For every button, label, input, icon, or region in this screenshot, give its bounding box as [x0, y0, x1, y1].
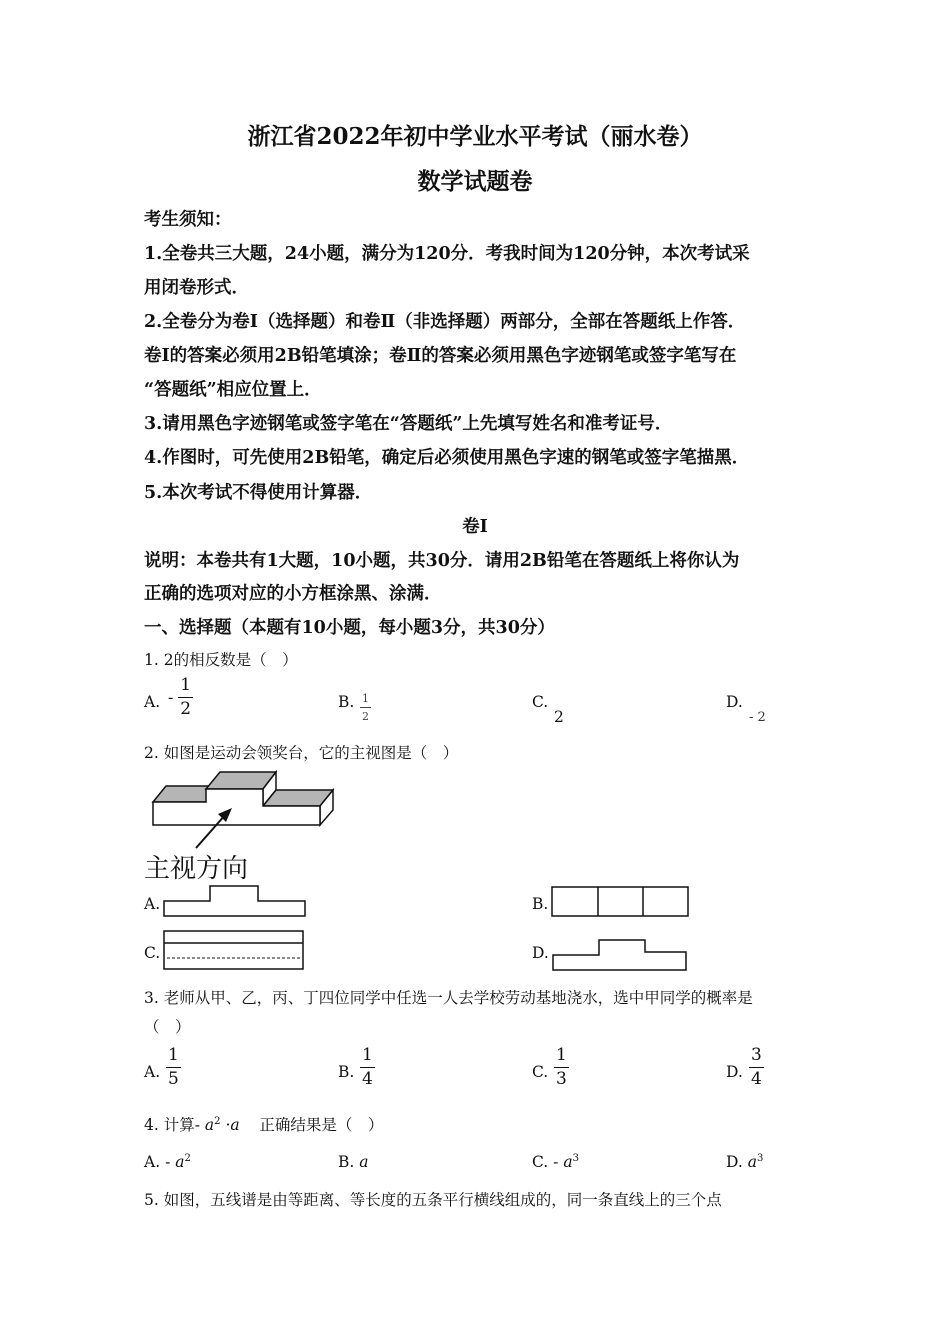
- view-direction-arrow: [190, 808, 240, 852]
- q3-option-a: [166, 1047, 181, 1088]
- q4-option-d-exp: 3: [757, 1153, 764, 1164]
- q1-option-d: - 2: [749, 710, 766, 725]
- q3-option-d-fraction: [749, 1047, 764, 1088]
- q4-option-a-var: a: [175, 1153, 185, 1172]
- q3-stem-line-1: 3. 老师从甲、乙，丙、丁四位同学中任选一人去学校劳动基地浇水，选中甲同学的概率是: [144, 989, 753, 1007]
- q4-stem-prefix: 4. 计算: [144, 1116, 195, 1134]
- q2-option-c-label: C.: [144, 944, 161, 962]
- q4-stem: [144, 1113, 383, 1135]
- q1-option-b-numerator: 1: [360, 693, 371, 708]
- q2-option-d-shape: [553, 940, 686, 970]
- q2-option-d-figure: [551, 937, 691, 973]
- q4-stem-suffix: 正确结果是（ ）: [259, 1116, 384, 1134]
- q4-option-d-label: D.: [726, 1153, 743, 1172]
- notice-line-6: 3.请用黑色字迹钢笔或签字笔在“答题纸”上先填写姓名和准考证号．: [144, 414, 673, 434]
- exam-subtitle: 数学试题卷: [417, 168, 533, 195]
- q4-expr-factor: a: [230, 1116, 240, 1134]
- notice-line-4: 卷Ⅰ的答案必须用2B铅笔填涂；卷Ⅱ的答案必须用黑色字迹钢笔或签字笔写在: [144, 346, 737, 366]
- q1-option-a-label: A.: [144, 693, 161, 711]
- q3-option-a-label: A.: [144, 1063, 161, 1081]
- q3-option-c-denominator: 3: [556, 1069, 567, 1089]
- q4-option-c-exp: 3: [572, 1153, 579, 1164]
- q1-option-a-sign: -: [168, 688, 174, 707]
- q3-option-c-fraction: [554, 1047, 569, 1088]
- q4-option-d-var: a: [747, 1153, 757, 1172]
- q1-option-a: [168, 677, 193, 718]
- q4-option-b-var: a: [359, 1153, 369, 1171]
- q1-option-a-denominator: 2: [180, 699, 192, 719]
- volume-1-desc-1: 说明：本卷共有1大题，10小题，共30分．请用2B铅笔在答题纸上将你认为: [144, 551, 740, 571]
- section-1-heading: 一、选择题（本题有10小题，每小题3分，共30分）: [144, 618, 555, 638]
- notice-line-7: 4.作图时，可先使用2B铅笔，确定后必须使用黑色字速的钢笔或签字笔描黑．: [144, 448, 750, 468]
- q3-option-d-label: D.: [726, 1063, 743, 1081]
- q2-option-d-label: D.: [532, 944, 549, 962]
- q4-option-a-sign: -: [165, 1153, 176, 1172]
- q5-stem: 5. 如图，五线谱是由等距离、等长度的五条平行横线组成的，同一条直线上的三个点: [144, 1191, 722, 1209]
- q2-stem: 2. 如图是运动会领奖台，它的主视图是（ ）: [144, 744, 459, 762]
- q3-option-c: [554, 1047, 569, 1088]
- q1-option-b-label: B.: [338, 693, 355, 711]
- arrow-shaft: [196, 814, 226, 848]
- q3-option-c-numerator: 1: [554, 1047, 569, 1068]
- q2-option-a-figure: [163, 885, 308, 919]
- q3-option-b-label: B.: [338, 1063, 355, 1081]
- volume-1-heading: 卷Ⅰ: [462, 517, 488, 537]
- q2-option-b-outline: [552, 887, 688, 916]
- q3-option-a-numerator: 1: [166, 1047, 181, 1068]
- q3-option-b: [360, 1047, 375, 1088]
- q1-option-b: [360, 693, 371, 722]
- q4-expr-sign: -: [194, 1116, 205, 1134]
- notice-line-8: 5.本次考试不得使用计算器．: [144, 483, 373, 503]
- notice-line-5: “答题纸”相应位置上．: [144, 380, 322, 400]
- notice-line-2: 用闭卷形式．: [144, 278, 249, 298]
- q4-option-c-sign: -: [553, 1153, 564, 1172]
- q4-option-a-exp: 2: [184, 1153, 191, 1164]
- q4-expr-dot: ·: [225, 1116, 231, 1134]
- q2-option-b-label: B.: [532, 895, 549, 913]
- q3-stem-line-2: （ ）: [144, 1018, 191, 1036]
- q4-expr-base: a: [204, 1116, 215, 1134]
- q1-option-b-fraction: [360, 693, 371, 722]
- notice-line-1: 1.全卷共三大题，24小题，满分为120分．考我时间为120分钟，本次考试采: [144, 244, 750, 264]
- q3-option-b-numerator: 1: [360, 1047, 375, 1068]
- q3-option-d-denominator: 4: [751, 1069, 762, 1089]
- q4-option-c: [532, 1153, 579, 1171]
- q1-option-c: 2: [554, 708, 564, 726]
- q4-option-a-label: A.: [144, 1153, 161, 1172]
- q1-option-b-denominator: 2: [362, 710, 369, 723]
- q1-option-d-label: D.: [726, 693, 743, 711]
- q1-option-c-label: C.: [532, 693, 549, 711]
- notice-line-3: 2.全卷分为卷Ⅰ（选择题）和卷Ⅱ（非选择题）两部分，全部在答题纸上作答．: [144, 312, 746, 332]
- q2-option-a-shape: [164, 886, 305, 916]
- notice-heading: 考生须知：: [144, 210, 232, 230]
- q1-option-a-numerator: 1: [178, 677, 193, 698]
- podium-figure: [148, 768, 338, 838]
- q1-stem: 1. 2的相反数是（ ）: [144, 651, 298, 669]
- q1-option-a-fraction: [178, 677, 193, 718]
- q4-option-d: [726, 1153, 763, 1171]
- q3-option-c-label: C.: [532, 1063, 549, 1081]
- q3-option-b-fraction: [360, 1047, 375, 1088]
- q2-option-c-outline: [164, 931, 303, 969]
- q3-option-d-numerator: 3: [749, 1047, 764, 1068]
- q4-option-c-label: C.: [532, 1153, 549, 1172]
- q3-option-a-fraction: [166, 1047, 181, 1088]
- view-direction-caption: 主视方向: [144, 854, 249, 884]
- q2-option-c-figure: [163, 930, 306, 972]
- q4-option-b-label: B.: [338, 1153, 355, 1171]
- q4-option-c-var: a: [563, 1153, 573, 1172]
- q2-option-b-figure: [551, 886, 691, 918]
- q4-expr-exponent: 2: [214, 1115, 221, 1127]
- exam-title: 浙江省2022年初中学业水平考试（丽水卷）: [247, 123, 703, 150]
- volume-1-desc-2: 正确的选项对应的小方框涂黑、涂满．: [144, 584, 442, 604]
- q3-option-d: [749, 1047, 764, 1088]
- q2-option-a-label: A.: [144, 895, 161, 913]
- q4-option-b: [338, 1153, 369, 1171]
- q4-option-a: [144, 1153, 191, 1171]
- q3-option-a-denominator: 5: [168, 1069, 179, 1089]
- q3-option-b-denominator: 4: [362, 1069, 373, 1089]
